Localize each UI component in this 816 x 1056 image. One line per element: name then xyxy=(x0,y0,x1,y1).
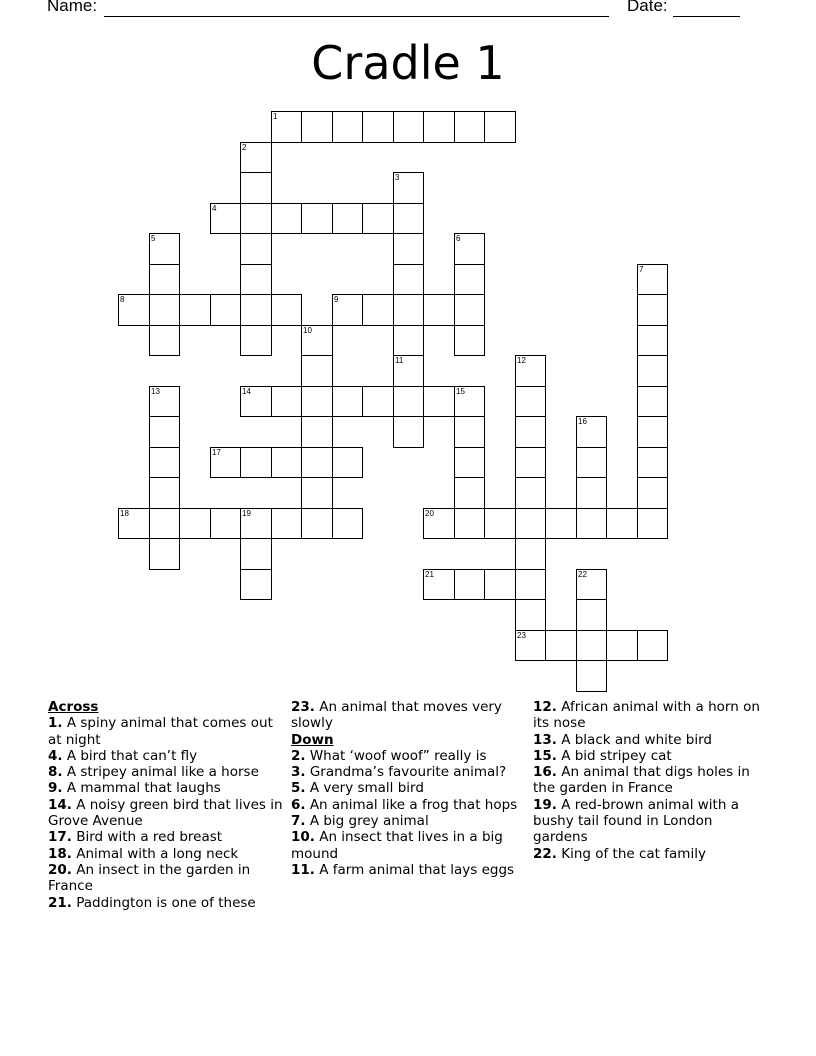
clue-item xyxy=(533,732,768,748)
clue-text: Grandma’s favourite animal? xyxy=(305,764,507,781)
clue-number-label: 20. xyxy=(48,861,72,878)
clue-number: 23 xyxy=(517,631,526,640)
crossword-cell[interactable] xyxy=(515,477,546,509)
clue-number-label: 15. xyxy=(533,747,557,764)
clue-number-label: 14. xyxy=(48,796,72,813)
crossword-cell[interactable] xyxy=(149,325,180,356)
crossword-cell[interactable] xyxy=(576,508,607,539)
crossword-cell[interactable] xyxy=(362,386,394,417)
clue-number-label: 3. xyxy=(291,764,306,781)
crossword-cell[interactable] xyxy=(454,264,485,295)
crossword-cell[interactable] xyxy=(454,233,485,265)
crossword-cell[interactable] xyxy=(393,325,424,356)
name-label: Name: xyxy=(47,0,98,15)
clue-text: A black and white bird xyxy=(556,731,712,748)
clue-item xyxy=(533,748,768,764)
clue-text: A stripey animal like a horse xyxy=(62,764,259,781)
clue-number: 17 xyxy=(212,448,221,457)
crossword-cell[interactable] xyxy=(637,294,668,326)
page-title: Cradle 1 xyxy=(311,36,505,90)
crossword-cell[interactable] xyxy=(423,294,455,326)
clue-item xyxy=(533,797,768,846)
crossword-cell[interactable] xyxy=(515,416,546,448)
clue-number-label: 6. xyxy=(291,796,306,813)
crossword-cell[interactable] xyxy=(393,233,424,265)
clue-item xyxy=(291,699,526,732)
crossword-cell[interactable] xyxy=(515,386,546,417)
clue-item xyxy=(291,780,526,796)
clues-column-2 xyxy=(291,699,526,878)
clue-number-label: 16. xyxy=(533,764,557,781)
clue-number: 15 xyxy=(456,387,465,396)
clue-number-label: 17. xyxy=(48,829,72,846)
clue-number-label: 23. xyxy=(291,699,315,715)
clue-number: 16 xyxy=(578,417,587,426)
clue-number-label: 8. xyxy=(48,764,63,781)
clue-number-label: 19. xyxy=(533,796,557,813)
clue-item xyxy=(533,699,768,732)
crossword-cell[interactable] xyxy=(210,447,241,478)
crossword-cell[interactable] xyxy=(240,172,272,204)
clue-item xyxy=(48,846,283,862)
crossword-cell[interactable] xyxy=(576,630,607,661)
crossword-cell[interactable] xyxy=(332,111,363,143)
crossword-cell[interactable] xyxy=(637,264,668,295)
crossword-cell[interactable] xyxy=(454,477,485,509)
clue-number: 8 xyxy=(120,295,125,304)
crossword-cell[interactable] xyxy=(454,111,485,143)
crossword-cell[interactable] xyxy=(149,233,180,265)
crossword-cell[interactable] xyxy=(301,477,333,509)
crossword-cell[interactable] xyxy=(393,111,424,143)
crossword-cell[interactable] xyxy=(179,508,211,539)
crossword-cell[interactable] xyxy=(454,508,485,539)
crossword-cell[interactable] xyxy=(149,477,180,509)
crossword-cell[interactable] xyxy=(301,203,333,234)
clue-number-label: 10. xyxy=(291,829,315,846)
clue-number: 18 xyxy=(120,509,129,518)
crossword-cell[interactable] xyxy=(637,477,668,509)
crossword-cell[interactable] xyxy=(515,447,546,478)
crossword-cell[interactable] xyxy=(271,111,302,143)
clue-text: A bird that can’t fly xyxy=(62,747,198,764)
crossword-cell[interactable] xyxy=(362,294,394,326)
crossword-cell[interactable] xyxy=(149,264,180,295)
clue-number: 3 xyxy=(395,173,400,182)
clue-text: What ‘woof woof” really is xyxy=(305,747,487,764)
crossword-cell[interactable] xyxy=(454,569,485,600)
crossword-cell[interactable] xyxy=(301,508,333,539)
clue-number-label: 7. xyxy=(291,813,306,830)
clue-item xyxy=(48,715,283,748)
crossword-cell[interactable] xyxy=(332,386,363,417)
crossword-cell[interactable] xyxy=(271,294,302,326)
clue-number-label: 4. xyxy=(48,747,63,764)
crossword-cell[interactable] xyxy=(484,111,516,143)
clue-number-label: 13. xyxy=(533,731,557,748)
crossword-cell[interactable] xyxy=(606,630,638,661)
clue-text: African animal with a horn on its nose xyxy=(533,699,760,732)
clue-text: A farm animal that lays eggs xyxy=(314,861,515,878)
crossword-cell[interactable] xyxy=(545,508,577,539)
crossword-cell[interactable] xyxy=(393,264,424,295)
clue-number: 1 xyxy=(273,112,278,121)
clue-number-label: 1. xyxy=(48,715,63,732)
crossword-cell[interactable] xyxy=(271,203,302,234)
clue-item xyxy=(533,764,768,797)
crossword-cell[interactable] xyxy=(271,508,302,539)
clue-text: King of the cat family xyxy=(556,845,706,862)
crossword-cell[interactable] xyxy=(515,538,546,570)
clue-number: 9 xyxy=(334,295,339,304)
crossword-cell[interactable] xyxy=(149,416,180,448)
clue-item xyxy=(291,813,526,829)
crossword-cell[interactable] xyxy=(240,294,272,326)
crossword-cell[interactable] xyxy=(515,630,546,661)
clue-number: 20 xyxy=(425,509,434,518)
crossword-cell[interactable] xyxy=(210,203,241,234)
clue-item xyxy=(291,797,526,813)
crossword-cell[interactable] xyxy=(393,416,424,448)
crossword-cell[interactable] xyxy=(637,355,668,387)
crossword-cell[interactable] xyxy=(210,294,241,326)
crossword-cell[interactable] xyxy=(301,386,333,417)
crossword-cell[interactable] xyxy=(118,508,150,539)
clue-text: Animal with a long neck xyxy=(71,845,239,862)
crossword-cell[interactable] xyxy=(362,111,394,143)
crossword-cell[interactable] xyxy=(118,294,150,326)
crossword-cell[interactable] xyxy=(606,508,638,539)
crossword-cell[interactable] xyxy=(271,447,302,478)
crossword-cell[interactable] xyxy=(393,386,424,417)
clue-number: 11 xyxy=(395,356,404,365)
crossword-cell[interactable] xyxy=(637,630,668,661)
crossword-cell[interactable] xyxy=(240,325,272,356)
crossword-cell[interactable] xyxy=(240,203,272,234)
crossword-cell[interactable] xyxy=(301,111,333,143)
crossword-cell[interactable] xyxy=(240,233,272,265)
crossword-cell[interactable] xyxy=(637,386,668,417)
clue-number: 13 xyxy=(151,387,160,396)
crossword-cell[interactable] xyxy=(423,569,455,600)
clue-number: 19 xyxy=(242,509,251,518)
clue-item xyxy=(48,797,283,830)
clues-column-3 xyxy=(533,699,768,862)
crossword-cell[interactable] xyxy=(454,447,485,478)
clue-number: 6 xyxy=(456,234,461,243)
clue-number: 12 xyxy=(517,356,526,365)
clue-number: 5 xyxy=(151,234,156,243)
crossword-cell[interactable] xyxy=(301,447,333,478)
clues-column-1 xyxy=(48,699,283,911)
crossword-cell[interactable] xyxy=(393,172,424,204)
clue-item xyxy=(48,895,283,911)
clue-text: A red-brown animal with a bushy tail found in London gardens xyxy=(533,796,739,846)
down-heading: Down xyxy=(291,731,334,748)
clue-number: 2 xyxy=(242,143,247,152)
clue-number-label: 9. xyxy=(48,780,63,797)
crossword-cell[interactable] xyxy=(454,325,485,356)
crossword-cell[interactable] xyxy=(149,447,180,478)
crossword-cell[interactable] xyxy=(393,294,424,326)
crossword-cell[interactable] xyxy=(332,508,363,539)
clue-item xyxy=(48,862,283,895)
clue-item xyxy=(533,846,768,862)
crossword-cell[interactable] xyxy=(149,538,180,570)
clue-number-label: 11. xyxy=(291,861,315,878)
crossword-cell[interactable] xyxy=(301,416,333,448)
crossword-cell[interactable] xyxy=(576,660,607,692)
crossword-cell[interactable] xyxy=(637,447,668,478)
across-heading: Across xyxy=(48,699,99,715)
crossword-cell[interactable] xyxy=(149,508,180,539)
clue-text: A spiny animal that comes out at night xyxy=(48,715,273,748)
clue-number: 10 xyxy=(303,326,312,335)
clue-item xyxy=(291,748,526,764)
crossword-cell[interactable] xyxy=(515,599,546,631)
clue-text: A mammal that laughs xyxy=(62,780,221,797)
clue-text: Paddington is one of these xyxy=(71,894,256,911)
crossword-cell[interactable] xyxy=(454,294,485,326)
crossword-cell[interactable] xyxy=(332,203,363,234)
clue-item xyxy=(291,829,526,862)
clue-text: An insect that lives in a big mound xyxy=(291,829,503,862)
clue-text: A noisy green bird that lives in Grove Avenue xyxy=(48,796,283,830)
crossword-cell[interactable] xyxy=(423,111,455,143)
clue-number: 4 xyxy=(212,204,217,213)
crossword-cell[interactable] xyxy=(393,355,424,387)
clue-text: A big grey animal xyxy=(305,813,429,830)
clue-item xyxy=(48,764,283,780)
crossword-cell[interactable] xyxy=(454,386,485,417)
crossword-cell[interactable] xyxy=(240,386,272,417)
clue-text: An insect in the garden in France xyxy=(48,861,251,895)
crossword-cell[interactable] xyxy=(149,386,180,417)
clue-number: 7 xyxy=(639,265,644,274)
crossword-cell[interactable] xyxy=(149,294,180,326)
clue-item xyxy=(48,780,283,796)
clue-text: A bid stripey cat xyxy=(556,747,672,764)
crossword-cell[interactable] xyxy=(576,569,607,600)
crossword-cell[interactable] xyxy=(576,599,607,631)
crossword-cell[interactable] xyxy=(362,203,394,234)
clue-number: 21 xyxy=(425,570,434,579)
clue-number: 22 xyxy=(578,570,587,579)
crossword-cell[interactable] xyxy=(423,508,455,539)
clue-number-label: 18. xyxy=(48,845,72,862)
crossword-cell[interactable] xyxy=(240,538,272,570)
crossword-cell[interactable] xyxy=(637,508,668,539)
crossword-cell[interactable] xyxy=(484,569,516,600)
clue-text: An animal that moves very slowly xyxy=(291,699,502,732)
crossword-cell[interactable] xyxy=(515,508,546,539)
crossword-cell[interactable] xyxy=(179,294,211,326)
crossword-cell[interactable] xyxy=(545,630,577,661)
crossword-cell[interactable] xyxy=(301,325,333,356)
clue-item xyxy=(291,764,526,780)
crossword-cell[interactable] xyxy=(576,416,607,448)
clue-text: An animal like a frog that hops xyxy=(305,796,518,813)
clue-number-label: 12. xyxy=(533,699,557,715)
clue-item xyxy=(291,862,526,878)
crossword-cell[interactable] xyxy=(332,294,363,326)
clue-number-label: 2. xyxy=(291,747,306,764)
clue-number: 14 xyxy=(242,387,251,396)
crossword-cell[interactable] xyxy=(240,264,272,295)
crossword-cell[interactable] xyxy=(240,569,272,600)
crossword-cell[interactable] xyxy=(332,447,363,478)
clue-item xyxy=(48,748,283,764)
crossword-cell[interactable] xyxy=(515,569,546,600)
clue-text: Bird with a red breast xyxy=(71,829,223,846)
crossword-cell[interactable] xyxy=(301,355,333,387)
crossword-cell[interactable] xyxy=(576,447,607,478)
crossword-cell[interactable] xyxy=(484,508,516,539)
crossword-cell[interactable] xyxy=(210,508,241,539)
clue-item xyxy=(48,829,283,845)
crossword-cell[interactable] xyxy=(240,447,272,478)
crossword-cell[interactable] xyxy=(240,142,272,173)
crossword-cell[interactable] xyxy=(637,325,668,356)
crossword-cell[interactable] xyxy=(576,477,607,509)
crossword-cell[interactable] xyxy=(240,508,272,539)
clue-number-label: 22. xyxy=(533,845,557,862)
crossword-cell[interactable] xyxy=(637,416,668,448)
crossword-cell[interactable] xyxy=(393,203,424,234)
crossword-cell[interactable] xyxy=(515,355,546,387)
clue-text: An animal that digs holes in the garden in France xyxy=(533,764,750,797)
date-label: Date: xyxy=(627,0,668,15)
clue-number-label: 21. xyxy=(48,894,72,911)
crossword-cell[interactable] xyxy=(271,386,302,417)
crossword-cell[interactable] xyxy=(454,416,485,448)
clue-text: A very small bird xyxy=(305,780,424,797)
crossword-cell[interactable] xyxy=(423,386,455,417)
clue-number-label: 5. xyxy=(291,780,306,797)
